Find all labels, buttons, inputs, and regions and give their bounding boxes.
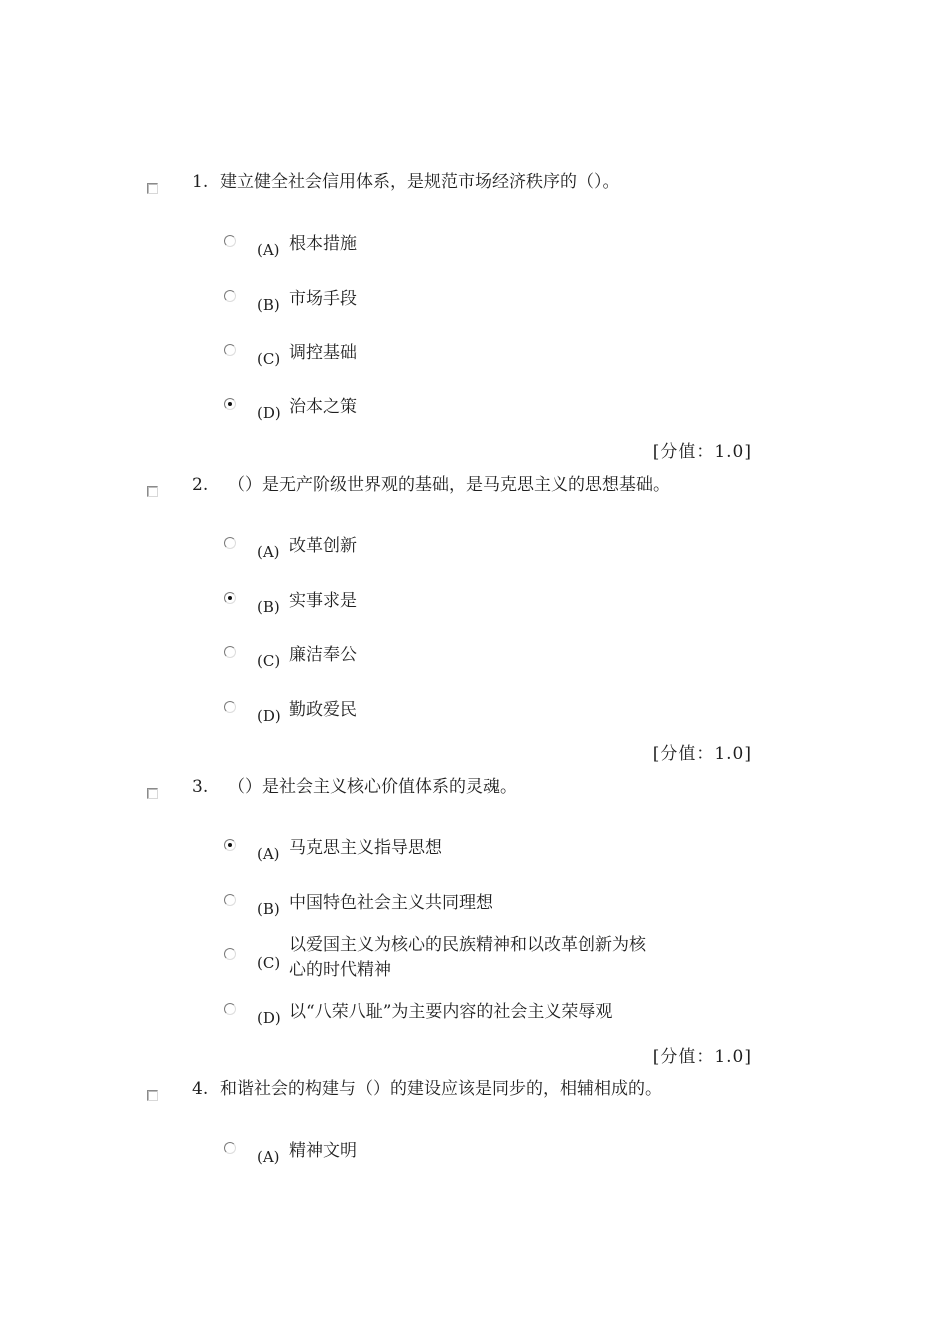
question-3-option-a-letter: (A)	[257, 845, 280, 863]
question-1-option-b-radio[interactable]	[224, 290, 236, 302]
question-2-option-a-text: 改革创新	[289, 536, 357, 556]
question-2-option-a-radio[interactable]	[224, 537, 236, 549]
question-1-option-d-radio[interactable]	[224, 398, 236, 410]
question-2-option-c-text: 廉洁奉公	[289, 645, 357, 665]
question-4-number: 4.	[192, 1079, 209, 1099]
question-3-option-c-text-line2: 心的时代精神	[289, 960, 391, 980]
question-2-checkbox[interactable]	[147, 486, 158, 497]
question-4-checkbox[interactable]	[147, 1090, 158, 1101]
question-4-option-a-radio[interactable]	[224, 1142, 236, 1154]
question-2-option-d-letter: (D)	[257, 707, 281, 725]
question-2-option-c-radio[interactable]	[224, 646, 236, 658]
question-1-option-a-radio[interactable]	[224, 235, 236, 247]
question-2-option-b-letter: (B)	[257, 598, 280, 616]
question-2-text: （）是无产阶级世界观的基础，是马克思主义的思想基础。	[228, 475, 670, 495]
question-1-text: 建立健全社会信用体系，是规范市场经济秩序的（）。	[220, 172, 620, 192]
question-4-option-a-letter: (A)	[257, 1148, 280, 1166]
question-2-option-b-radio[interactable]	[224, 592, 236, 604]
question-1-option-c-text: 调控基础	[289, 343, 357, 363]
question-1-option-d-text: 治本之策	[289, 397, 357, 417]
question-3-score: [分值：1.0]	[652, 1047, 752, 1067]
question-1-option-a-letter: (A)	[257, 241, 280, 259]
question-4-option-a-text: 精神文明	[289, 1141, 357, 1161]
question-2-option-b-text: 实事求是	[289, 591, 357, 611]
question-3-option-d-text: 以“八荣八耻”为主要内容的社会主义荣辱观	[289, 1002, 613, 1022]
question-2-score: [分值：1.0]	[652, 744, 752, 764]
question-3-option-c-text-line1: 以爱国主义为核心的民族精神和以改革创新为核	[289, 935, 646, 955]
question-4-text: 和谐社会的构建与（）的建设应该是同步的，相辅相成的。	[220, 1079, 662, 1099]
question-3-option-c-letter: (C)	[257, 954, 281, 972]
question-3-option-b-letter: (B)	[257, 900, 280, 918]
question-3-text: （）是社会主义核心价值体系的灵魂。	[228, 777, 517, 797]
question-3-option-a-text: 马克思主义指导思想	[289, 838, 442, 858]
question-1-option-b-letter: (B)	[257, 296, 280, 314]
question-3-option-c-radio[interactable]	[224, 948, 236, 960]
question-1-option-c-letter: (C)	[257, 350, 281, 368]
question-1-option-b-text: 市场手段	[289, 289, 357, 309]
question-3-number: 3.	[192, 777, 209, 797]
question-3-checkbox[interactable]	[147, 788, 158, 799]
question-2-option-a-letter: (A)	[257, 543, 280, 561]
question-1-option-a-text: 根本措施	[289, 234, 357, 254]
question-1-checkbox[interactable]	[147, 183, 158, 194]
question-1-option-c-radio[interactable]	[224, 344, 236, 356]
question-2-option-d-text: 勤政爱民	[289, 700, 357, 720]
question-3-option-a-radio[interactable]	[224, 839, 236, 851]
question-2-number: 2.	[192, 475, 209, 495]
question-3-option-d-letter: (D)	[257, 1009, 281, 1027]
question-3-option-d-radio[interactable]	[224, 1003, 236, 1015]
question-2-option-d-radio[interactable]	[224, 701, 236, 713]
question-3-option-b-radio[interactable]	[224, 894, 236, 906]
question-1-option-d-letter: (D)	[257, 404, 281, 422]
question-1-number: 1.	[192, 172, 209, 192]
question-3-option-b-text: 中国特色社会主义共同理想	[289, 893, 493, 913]
question-2-option-c-letter: (C)	[257, 652, 281, 670]
question-1-score: [分值：1.0]	[652, 442, 752, 462]
